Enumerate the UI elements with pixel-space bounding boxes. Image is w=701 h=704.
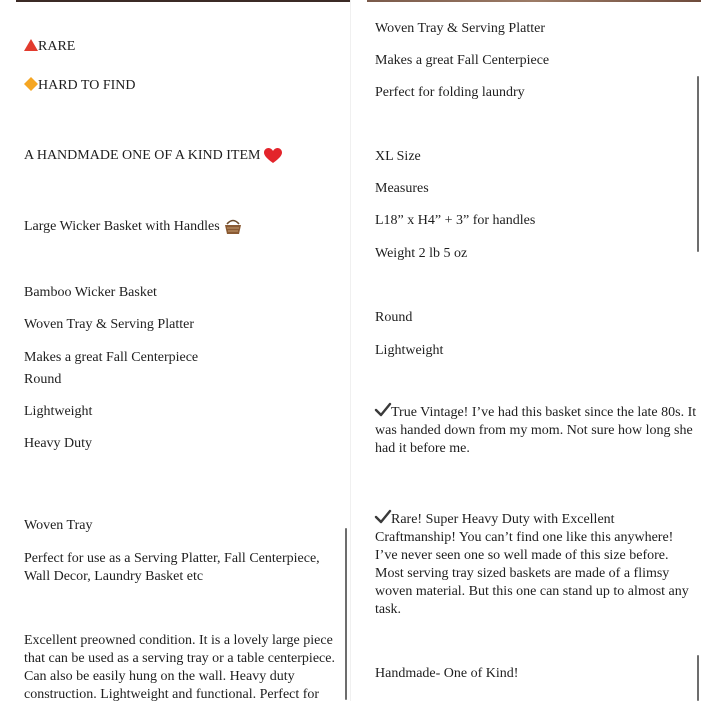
large-basket-text: Large Wicker Basket with Handles (24, 219, 220, 234)
perfect-use-paragraph: Perfect for use as a Serving Platter, Fall Centerpiece, Wall Decor, Laundry Basket etc (24, 551, 320, 584)
weight-line: Weight 2 lb 5 oz (375, 246, 468, 261)
woven-tray-platter-line: Woven Tray & Serving Platter (375, 21, 545, 36)
basket-icon (224, 219, 242, 235)
heavy-duty-line: Heavy Duty (24, 436, 93, 451)
rare-heavy-text: Rare! Super Heavy Duty with Excellent Craftmanship! You can’t find one like this anywhere! I’ve never seen one so well made of this size before. Most serving tray sized baskets are made of a flimsy woven material. But this one can stand up to almost any task. (375, 512, 689, 617)
condition-paragraph: Excellent preowned condition. It is a lovely large piece that can be used as a serving tray or a table centerpiece. Can also be easily hung on the wall. Heavy duty construction. Lightweight and functional. Perfect for (24, 633, 335, 702)
rare-line (24, 38, 75, 56)
red-triangle-icon (24, 39, 38, 51)
round-line: Round (24, 372, 62, 387)
handmade-line (24, 147, 282, 165)
clipped-text-line: Makes a great Fall Centerpiece (24, 350, 199, 365)
red-heart-icon (264, 148, 282, 164)
right-scrollbar-upper[interactable] (697, 76, 699, 252)
rare-text: RARE (38, 39, 76, 54)
large-basket-line (24, 218, 242, 236)
round-line: Round (375, 310, 413, 325)
xl-size-line: XL Size (375, 149, 421, 164)
lightweight-line: Lightweight (24, 404, 93, 419)
measures-line: Measures (375, 181, 429, 196)
true-vintage-text: True Vintage! I’ve had this basket since the late 80s. It was handed down from my mom. Not sure how long she had it before me. (375, 405, 697, 456)
fall-centerpiece-line: Makes a great Fall Centerpiece (375, 53, 550, 68)
handmade-text: A HANDMADE ONE OF A KIND ITEM (24, 148, 261, 163)
woven-tray-platter-line: Woven Tray & Serving Platter (24, 317, 194, 332)
top-image-edge (367, 0, 701, 2)
right-scrollbar-lower[interactable] (697, 655, 699, 701)
orange-diamond-icon (24, 77, 38, 91)
hard-to-find-line (24, 77, 136, 95)
hard-to-find-text: HARD TO FIND (38, 78, 136, 93)
true-vintage-paragraph (375, 403, 697, 458)
folding-laundry-line: Perfect for folding laundry (375, 85, 525, 100)
check-mark-icon (375, 510, 391, 524)
left-scrollbar[interactable] (345, 528, 347, 700)
woven-tray-line: Woven Tray (24, 518, 93, 533)
top-image-edge (16, 0, 350, 2)
handmade-kind-line: Handmade- One of Kind! (375, 666, 519, 681)
right-screenshot-panel (351, 0, 701, 701)
rare-heavy-paragraph (375, 510, 697, 619)
left-screenshot-panel (0, 0, 350, 701)
bamboo-line: Bamboo Wicker Basket (24, 285, 157, 300)
lightweight-clipped-line: Lightweight (375, 343, 444, 358)
check-mark-icon (375, 403, 391, 417)
dimensions-line: L18” x H4” + 3” for handles (375, 213, 536, 228)
